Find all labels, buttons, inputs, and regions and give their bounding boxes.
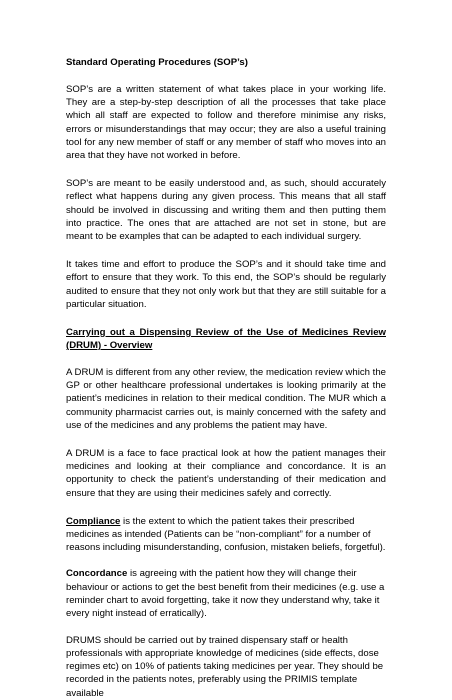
sop-paragraph-2: SOP’s are meant to be easily understood and, as such, should accurately reflect what happens during any given process. This means that all staff should be involved in discussing and writing them and then putting them into practice. The ones that are attached are not set in stone, but are meant to be examples that can be adapted to each individual surgery. (66, 178, 386, 243)
drums-paragraph: DRUMS should be carried out by trained dispensary staff or health professionals with appropriate knowledge of medicines (side effects, dose regimes etc) on 10% of patients taking medicines per year. They should be recorded in the patients notes, preferably using the PRIMIS template available (66, 634, 384, 699)
document-title: Standard Operating Procedures (SOP’s) (66, 57, 248, 68)
drum-paragraph-1: A DRUM is different from any other review, the medication review which the GP or other healthcare professional undertakes is looking primarily at the patient’s medicines in relation to their medical condition. The MUR which a community pharmacist carries out, is mainly concerned with the safety and use of the medicines and any problems the patient may have. (66, 366, 386, 432)
concordance-definition (66, 567, 386, 620)
drum-paragraph-2: A DRUM is a face to face practical look at how the patient manages their medicines and looking at their compliance and concordance. It is an opportunity to check the patient’s understanding of their medication and ensure that they are using their medicines safely and correctly. (66, 447, 386, 499)
concordance-text: is agreeing with the patient how they will change their behaviour or actions to get the best benefit from their medicines (e.g. use a reminder chart to avoid forgetting, take it now they understand why, take it every night instead of erratically). (66, 568, 385, 620)
sop-paragraph-3: It takes time and effort to produce the SOP’s and it should take time and effort to ensure that they work. To this end, the SOP’s should be regularly audited to ensure that they not only work but that they are still suitable for a particular situation. (66, 259, 386, 310)
sop-paragraph-1: SOP’s are a written statement of what takes place in your working life. They are a step-by-step description of all the processes that take place which all staff are expected to follow and therefore minimise any risks, errors or misunderstandings that may occur; they are also a useful training tool for any new member of staff or any member of staff who moves into an area that they have not worked in before. (66, 83, 386, 162)
compliance-term: Compliance (66, 515, 121, 527)
concordance-term: Concordance (66, 568, 128, 580)
drum-heading: Carrying out a Dispensing Review of the Use of Medicines Review (DRUM) - Overview (66, 326, 386, 352)
compliance-text: is the extent to which the patient takes their prescribed medicines as intended (Patients can be “non-compliant” for a number of reasons including misunderstanding, confusion, mistaken beliefs, forgetful). (66, 515, 386, 554)
compliance-definition (66, 515, 386, 555)
